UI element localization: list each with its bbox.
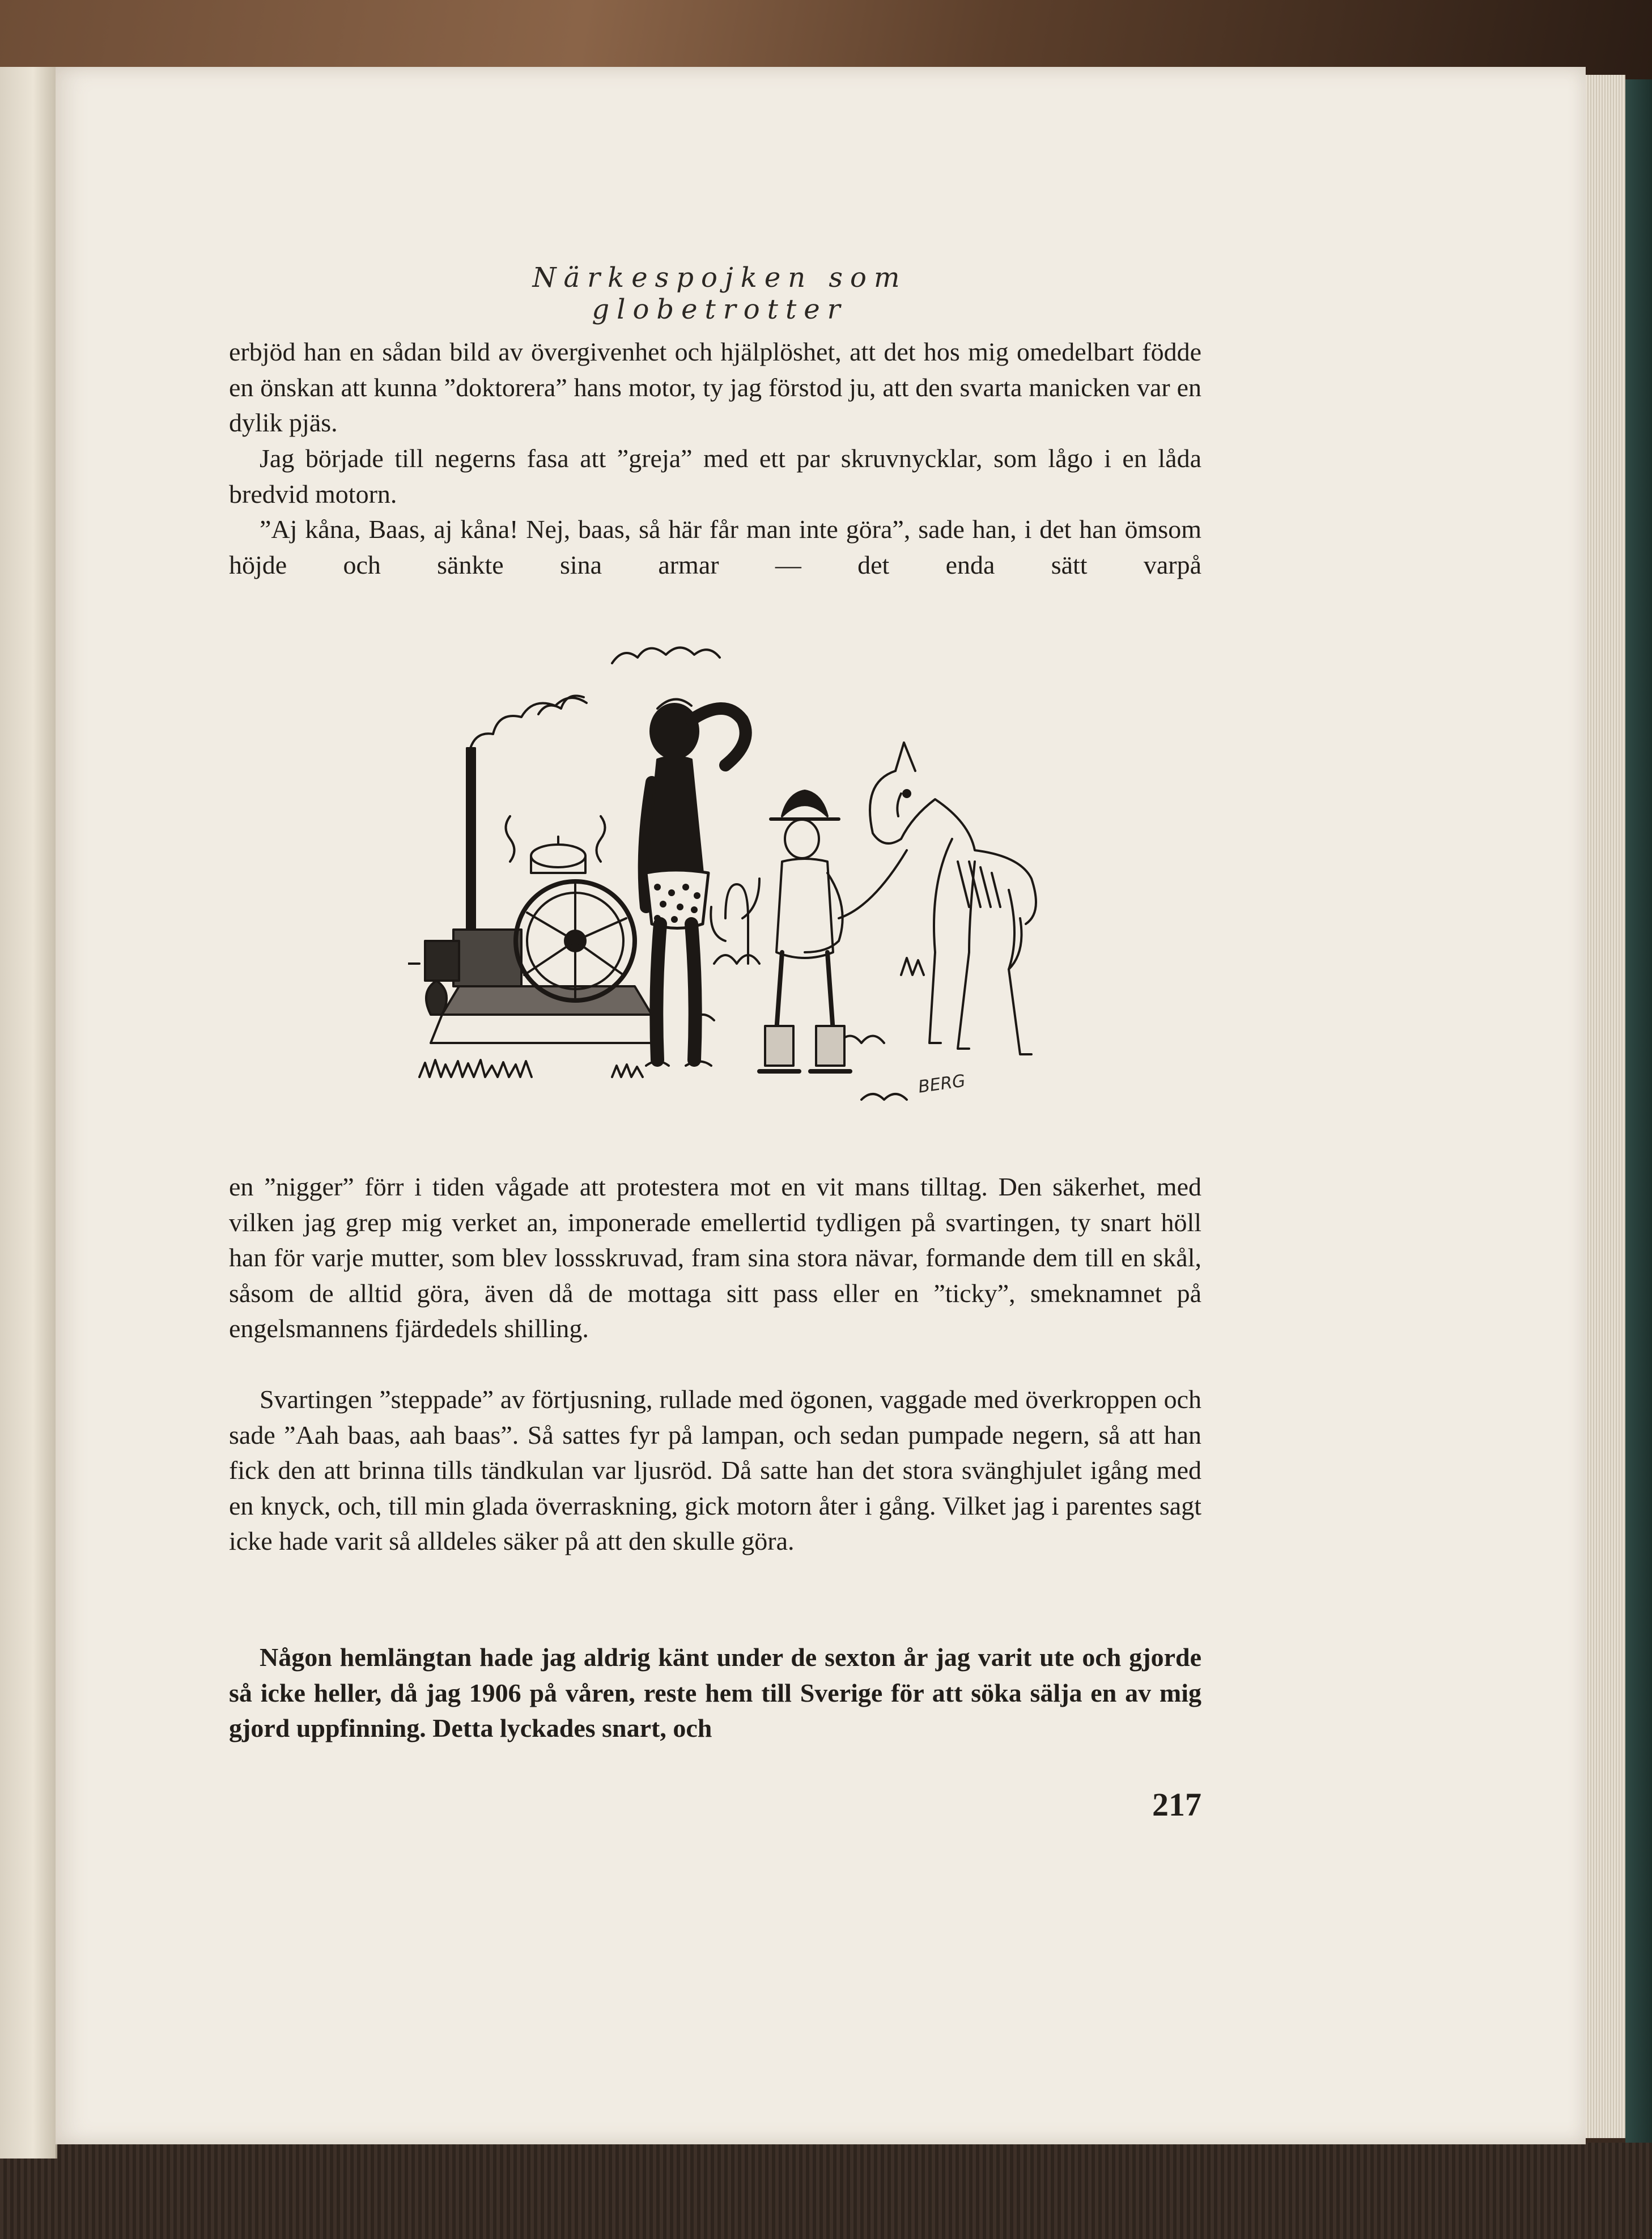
paragraph-6: Någon hemlängtan hade jag aldrig känt under de sexton år jag varit ute och gjorde så icke heller, då jag 1906 på våren, reste hem till Sverige för att söka sälja en av mig gjord uppfinning. Detta lyckades snart, och <box>229 1643 1201 1742</box>
running-head: Närkespojken som globetrotter <box>532 262 907 325</box>
ink-cartoon-engine-man-horse-icon <box>408 624 1037 1111</box>
mat-background <box>0 2143 1652 2239</box>
page-number: 217 <box>1152 1786 1201 1823</box>
left-page-edge <box>0 67 57 2159</box>
page-block-edge <box>1586 75 1625 2138</box>
book-cover-edge <box>1625 79 1652 2143</box>
paragraph-3: ”Aj kåna, Baas, aj kåna! Nej, baas, så här får man inte göra”, sade han, i det han ömsom höjde och sänkte sina armar — det enda sätt varpå <box>229 515 1201 579</box>
paragraph-5: Svartingen ”steppade” av förtjusning, rullade med ögonen, vaggade med överkroppen och sade ”Aah baas, aah baas”. Så sattes fyr på lampan, och sedan pumpade negern, så att han fick den att brinna tills tändkulan var ljusröd. Då satte han det stora svänghjulet igång med en knyck, och, till min glada överraskning, gick motorn åter i gång. Vilket jag i parentes sagt icke hade varit så alldeles säker på att den skulle göra. <box>229 1385 1201 1555</box>
paragraph-1: erbjöd han en sådan bild av övergivenhet och hjälplöshet, att det hos mig omedelbart födde en önskan att kunna ”doktorera” hans motor, ty jag förstod ju, att den svarta manicken var en dylik pjäs. <box>229 337 1201 437</box>
paragraph-4: en ”nigger” förr i tiden vågade att protestera mot en vit mans tilltag. Den säkerhet, med vilken jag grep mig verket an, imponerade emellertid tydligen på svartingen, ty snart höll han för varje mutter, som blev lossskruvad, fram sina stora nävar, formande dem till en skål, såsom de alltid göra, även då de mottaga sitt pass eller en ”ticky”, smeknamnet på engelsmannens fjärdedels shilling. <box>229 1172 1201 1343</box>
paragraph-2: Jag började till negerns fasa att ”greja” med ett par skruvnycklar, som lågo i en låda bredvid motorn. <box>229 444 1201 508</box>
illustrator-signature: BERG <box>916 1071 967 1097</box>
